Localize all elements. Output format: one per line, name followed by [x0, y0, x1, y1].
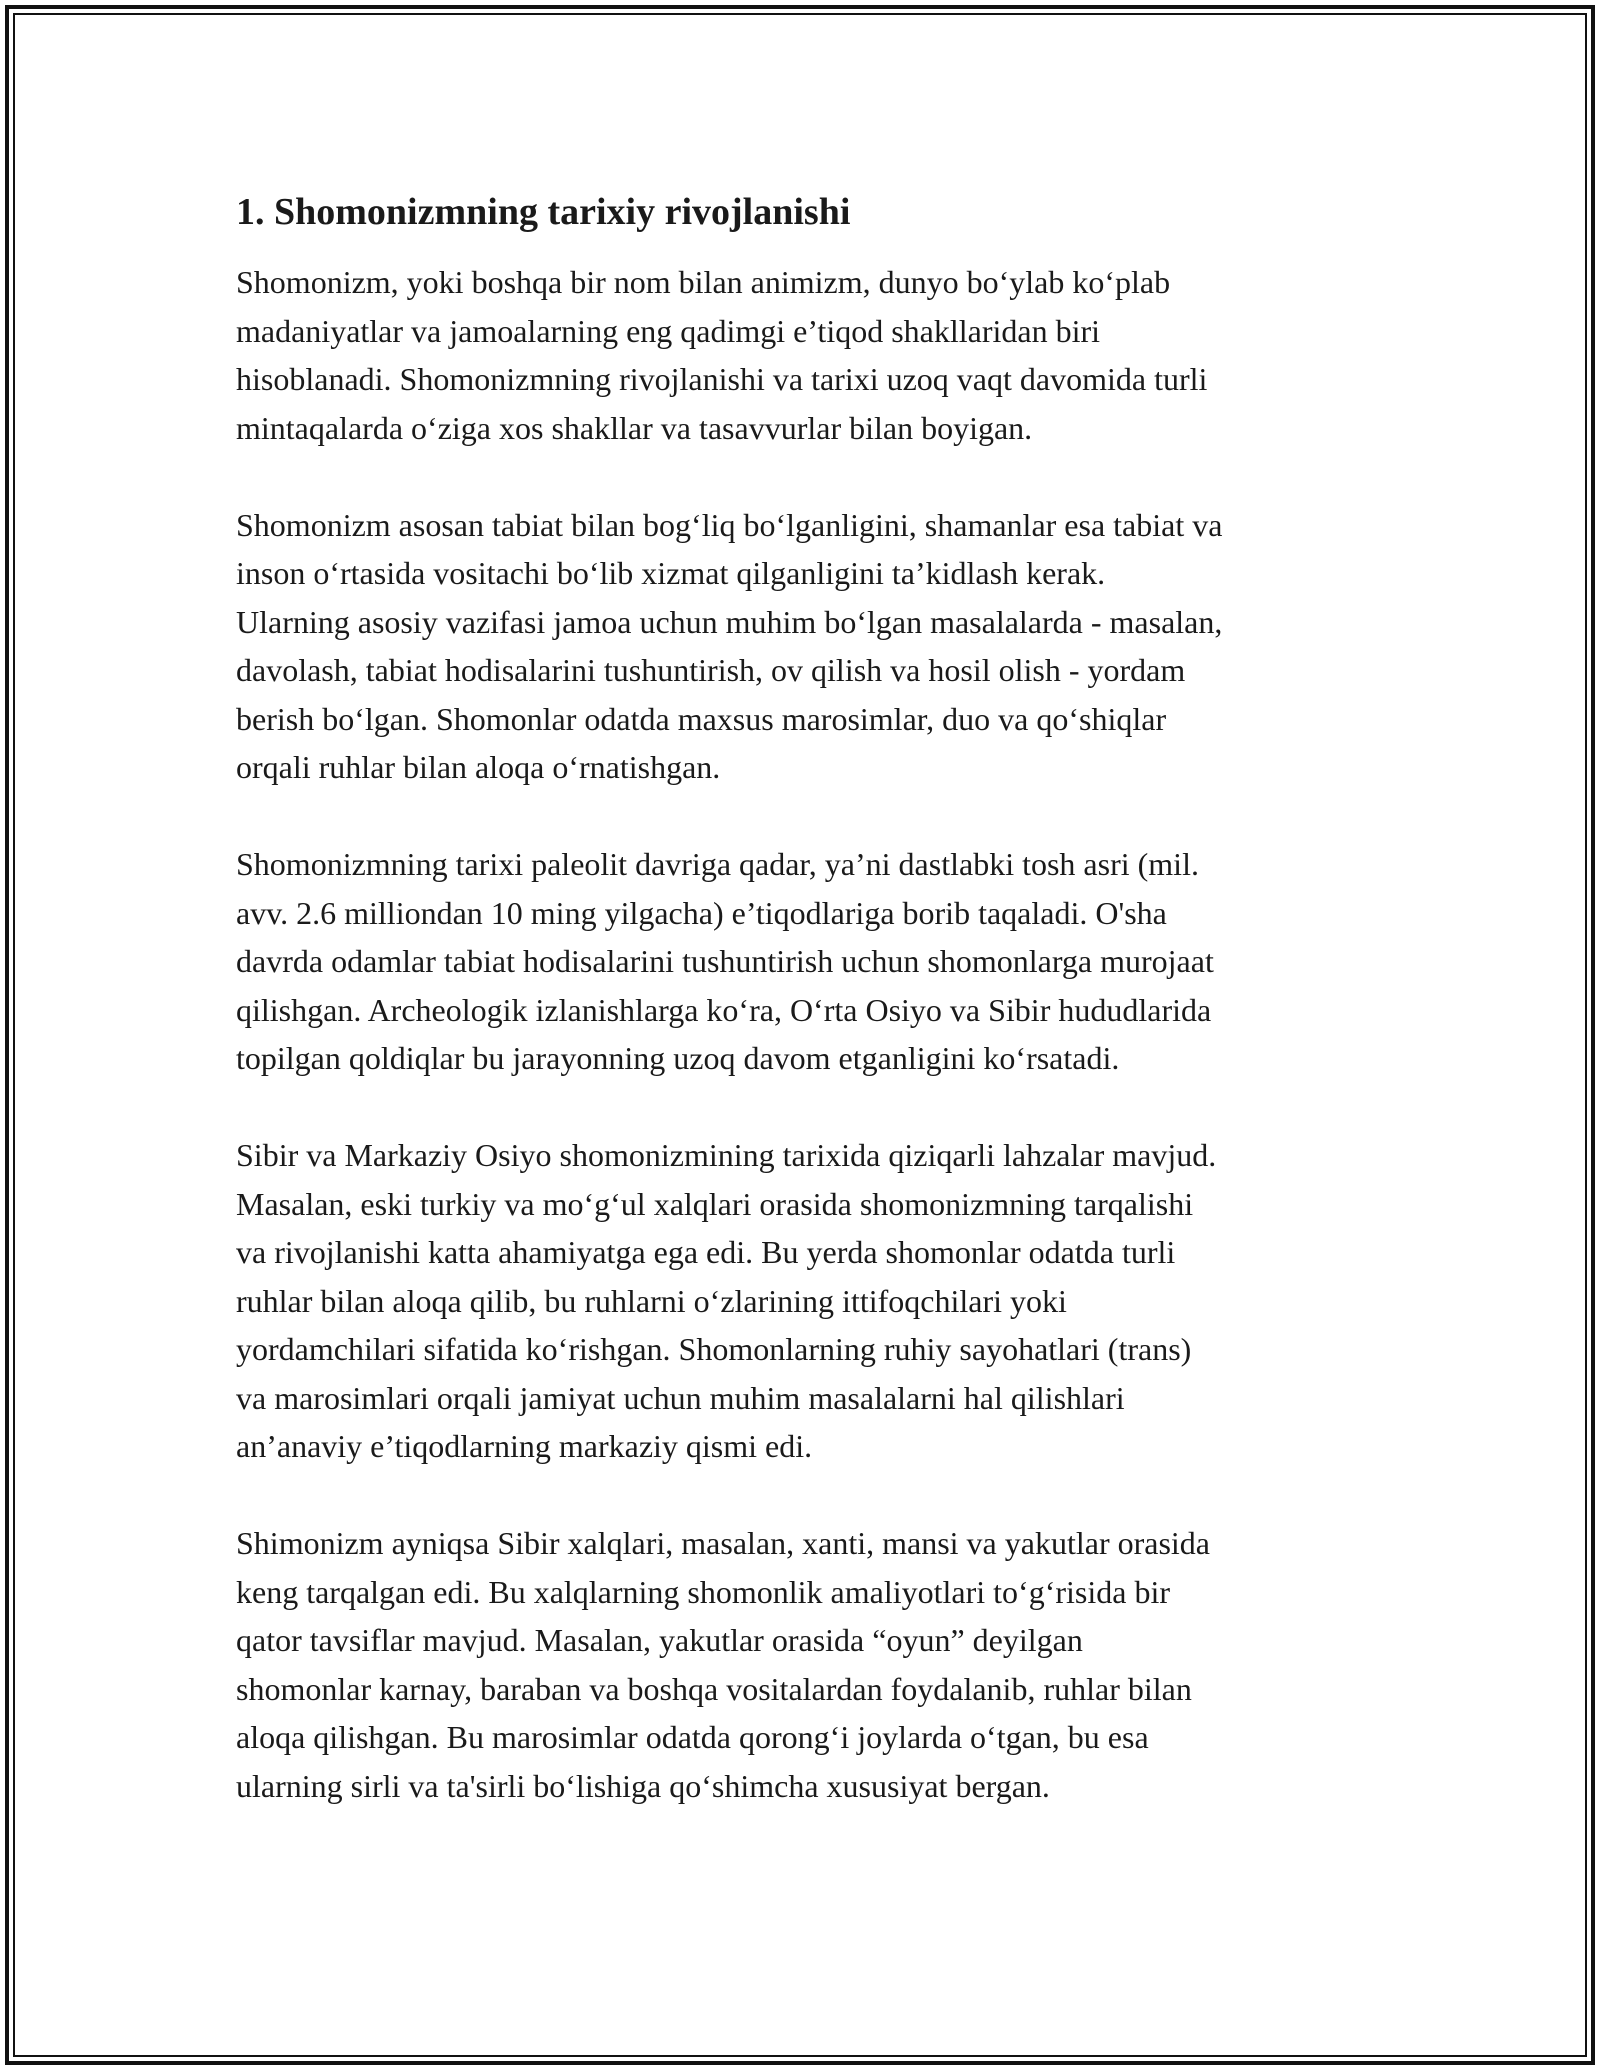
paragraph-line: Ularning asosiy vazifasi jamoa uchun muhim bo‘lgan masalalarda - masalan,: [236, 603, 1223, 640]
document-body: [236, 188, 1386, 1859]
paragraph-line: ruhlar bilan aloqa qilib, bu ruhlarni o‘zlarining ittifoqchilari yoki: [236, 1282, 1067, 1319]
paragraph-line: va marosimlari orqali jamiyat uchun muhim masalalarni hal qilishlari: [236, 1379, 1125, 1416]
paragraph-2: [236, 501, 1386, 792]
paragraph-line: berish bo‘lgan. Shomonlar odatda maxsus marosimlar, duo va qo‘shiqlar: [236, 700, 1167, 737]
paragraph-4: [236, 1131, 1386, 1471]
section-heading: 1. Shomonizmning tarixiy rivojlanishi: [236, 191, 851, 233]
paragraph-line: topilgan qoldiqlar bu jarayonning uzoq davom etganligini ko‘rsatadi.: [236, 1040, 1120, 1076]
paragraph-line: davolash, tabiat hodisalarini tushuntirish, ov qilish va hosil olish - yordam: [236, 652, 1186, 688]
paragraph-line: shomonlar karnay, baraban va boshqa vositalardan foydalanib, ruhlar bilan: [236, 1670, 1192, 1707]
paragraph-line: hisoblanadi. Shomonizmning rivojlanishi va tarixi uzoq vaqt davomida turli: [236, 361, 1208, 397]
paragraph-line: aloqa qilishgan. Bu marosimlar odatda qorong‘i joylarda o‘tgan, bu esa: [236, 1719, 1149, 1755]
paragraph-1: [236, 258, 1386, 452]
paragraph-line: davrda odamlar tabiat hodisalarini tushuntirish uchun shomonlarga murojaat: [236, 943, 1214, 979]
paragraph-line: Shomonizm, yoki boshqa bir nom bilan animizm, dunyo bo‘ylab ko‘plab: [236, 264, 1171, 300]
paragraph-line: keng tarqalgan edi. Bu xalqlarning shomonlik amaliyotlari to‘g‘risida bir: [236, 1573, 1170, 1610]
paragraph-line: ularning sirli va ta'sirli bo‘lishiga qo‘shimcha xususiyat bergan.: [236, 1767, 1050, 1804]
paragraph-line: Sibir va Markaziy Osiyo shomonizmining tarixida qiziqarli lahzalar mavjud.: [236, 1137, 1217, 1173]
paragraph-line: va rivojlanishi katta ahamiyatga ega edi. Bu yerda shomonlar odatda turli: [236, 1234, 1176, 1270]
paragraph-line: Masalan, eski turkiy va mo‘g‘ul xalqlari orasida shomonizmning tarqalishi: [236, 1185, 1194, 1222]
paragraph-line: an’anaviy e’tiqodlarning markaziy qismi edi.: [236, 1428, 813, 1464]
paragraph-line: avv. 2.6 milliondan 10 ming yilgacha) e’tiqodlariga borib taqaladi. O'sha: [236, 894, 1167, 931]
paragraph-line: Shomonizmning tarixi paleolit davriga qadar, ya’ni dastlabki tosh asri (mil.: [236, 846, 1199, 882]
paragraph-line: yordamchilari sifatida ko‘rishgan. Shomonlarning ruhiy sayohatlari (trans): [236, 1331, 1192, 1367]
paragraph-3: [236, 840, 1386, 1083]
paragraph-line: Shimonizm ayniqsa Sibir xalqlari, masalan, xanti, mansi va yakutlar orasida: [236, 1525, 1210, 1561]
paragraph-line: madaniyatlar va jamoalarning eng qadimgi e’tiqod shakllaridan biri: [236, 312, 1101, 349]
paragraph-line: qator tavsiflar mavjud. Masalan, yakutlar orasida “oyun” deyilgan: [236, 1622, 1083, 1658]
paragraph-line: mintaqalarda o‘ziga xos shakllar va tasavvurlar bilan boyigan.: [236, 409, 1033, 446]
paragraph-line: inson o‘rtasida vositachi bo‘lib xizmat qilganligini ta’kidlash kerak.: [236, 555, 1106, 591]
paragraph-line: Shomonizm asosan tabiat bilan bog‘liq bo‘lganligini, shamanlar esa tabiat va: [236, 506, 1223, 543]
paragraph-line: orqali ruhlar bilan aloqa o‘rnatishgan.: [236, 749, 721, 785]
paragraph-line: qilishgan. Archeologik izlanishlarga ko‘ra, O‘rta Osiyo va Sibir hududlarida: [236, 991, 1212, 1028]
paragraph-5: [236, 1519, 1386, 1810]
